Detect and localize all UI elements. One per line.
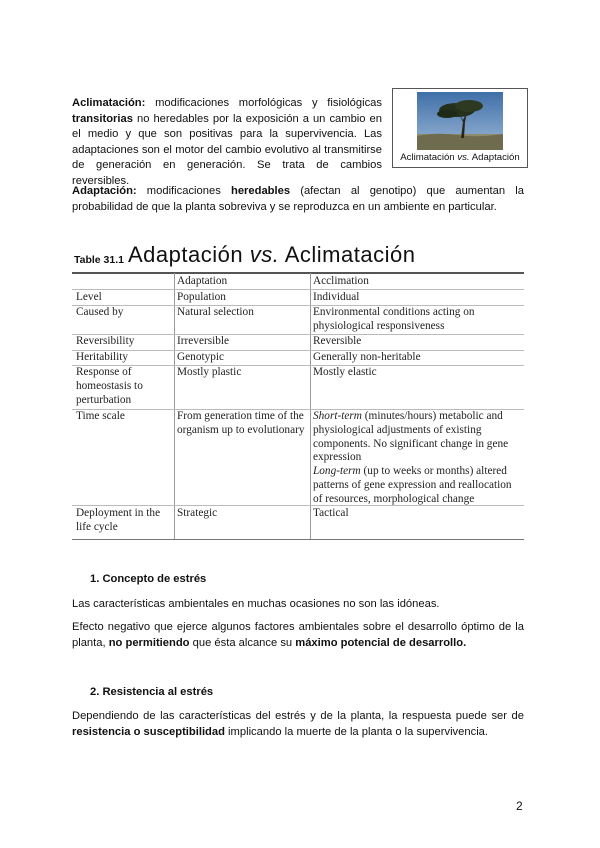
figure-box: [392, 88, 528, 168]
tree-photo: [417, 92, 503, 150]
term-aclimatacion: Aclimatación:: [72, 97, 146, 109]
paragraph-aclimatacion: Aclimatación: modificaciones morfológicas y fisiológicas transitorias no heredables por la exposición a un cambio en el medio y que son positivas para la supervivencia. Las adaptaciones son el motor del cambio evolutivo al transmitirse de generación en generación. Se trata de cambios reversibles.: [72, 97, 382, 187]
paragraph: Dependiendo de las características del estrés y de la planta, la respuesta puede ser de resistencia o susceptibilidad implicando la muerte de la planta o la supervivencia.: [72, 710, 524, 738]
table-heading: Adaptación vs. Aclimatación: [128, 242, 416, 267]
bold-heredables: heredables: [230, 185, 291, 197]
table-bottom-rule: [72, 539, 524, 540]
table-col-divider: [310, 273, 311, 540]
table-header-adaptation: Adaptation: [177, 275, 228, 287]
table-header-acclimation: Acclimation: [313, 275, 369, 287]
section-heading-resistencia: 2. Resistencia al estrés: [90, 686, 214, 698]
figure-caption: Aclimatación vs. Adaptación: [400, 152, 520, 163]
table-number: Table 31.1: [74, 254, 124, 266]
table-divider: [72, 505, 524, 506]
table-title: [72, 240, 532, 274]
paragraph: Efecto negativo que ejerce algunos factores ambientales sobre el desarrollo óptimo de la planta, no permitiendo que ésta alcance su máximo potencial de desarrollo.: [72, 621, 524, 649]
paragraph: Las características ambientales en muchas ocasiones no son las idóneas.: [72, 598, 440, 610]
bold-transitorias: transitorias: [72, 112, 133, 125]
table-divider: [72, 289, 524, 290]
section-heading-concepto: 1. Concepto de estrés: [90, 573, 207, 585]
term-adaptacion: Adaptación:: [72, 185, 137, 197]
table-col-divider: [174, 273, 175, 540]
page-number: 2: [516, 799, 523, 813]
paragraph-adaptacion: Adaptación: modificaciones heredables (afectan al genotipo) que aumentan la probabilidad de que la planta sobreviva y se reproduzca en un ambiente en particular.: [72, 185, 524, 213]
table-top-rule: [72, 272, 524, 274]
